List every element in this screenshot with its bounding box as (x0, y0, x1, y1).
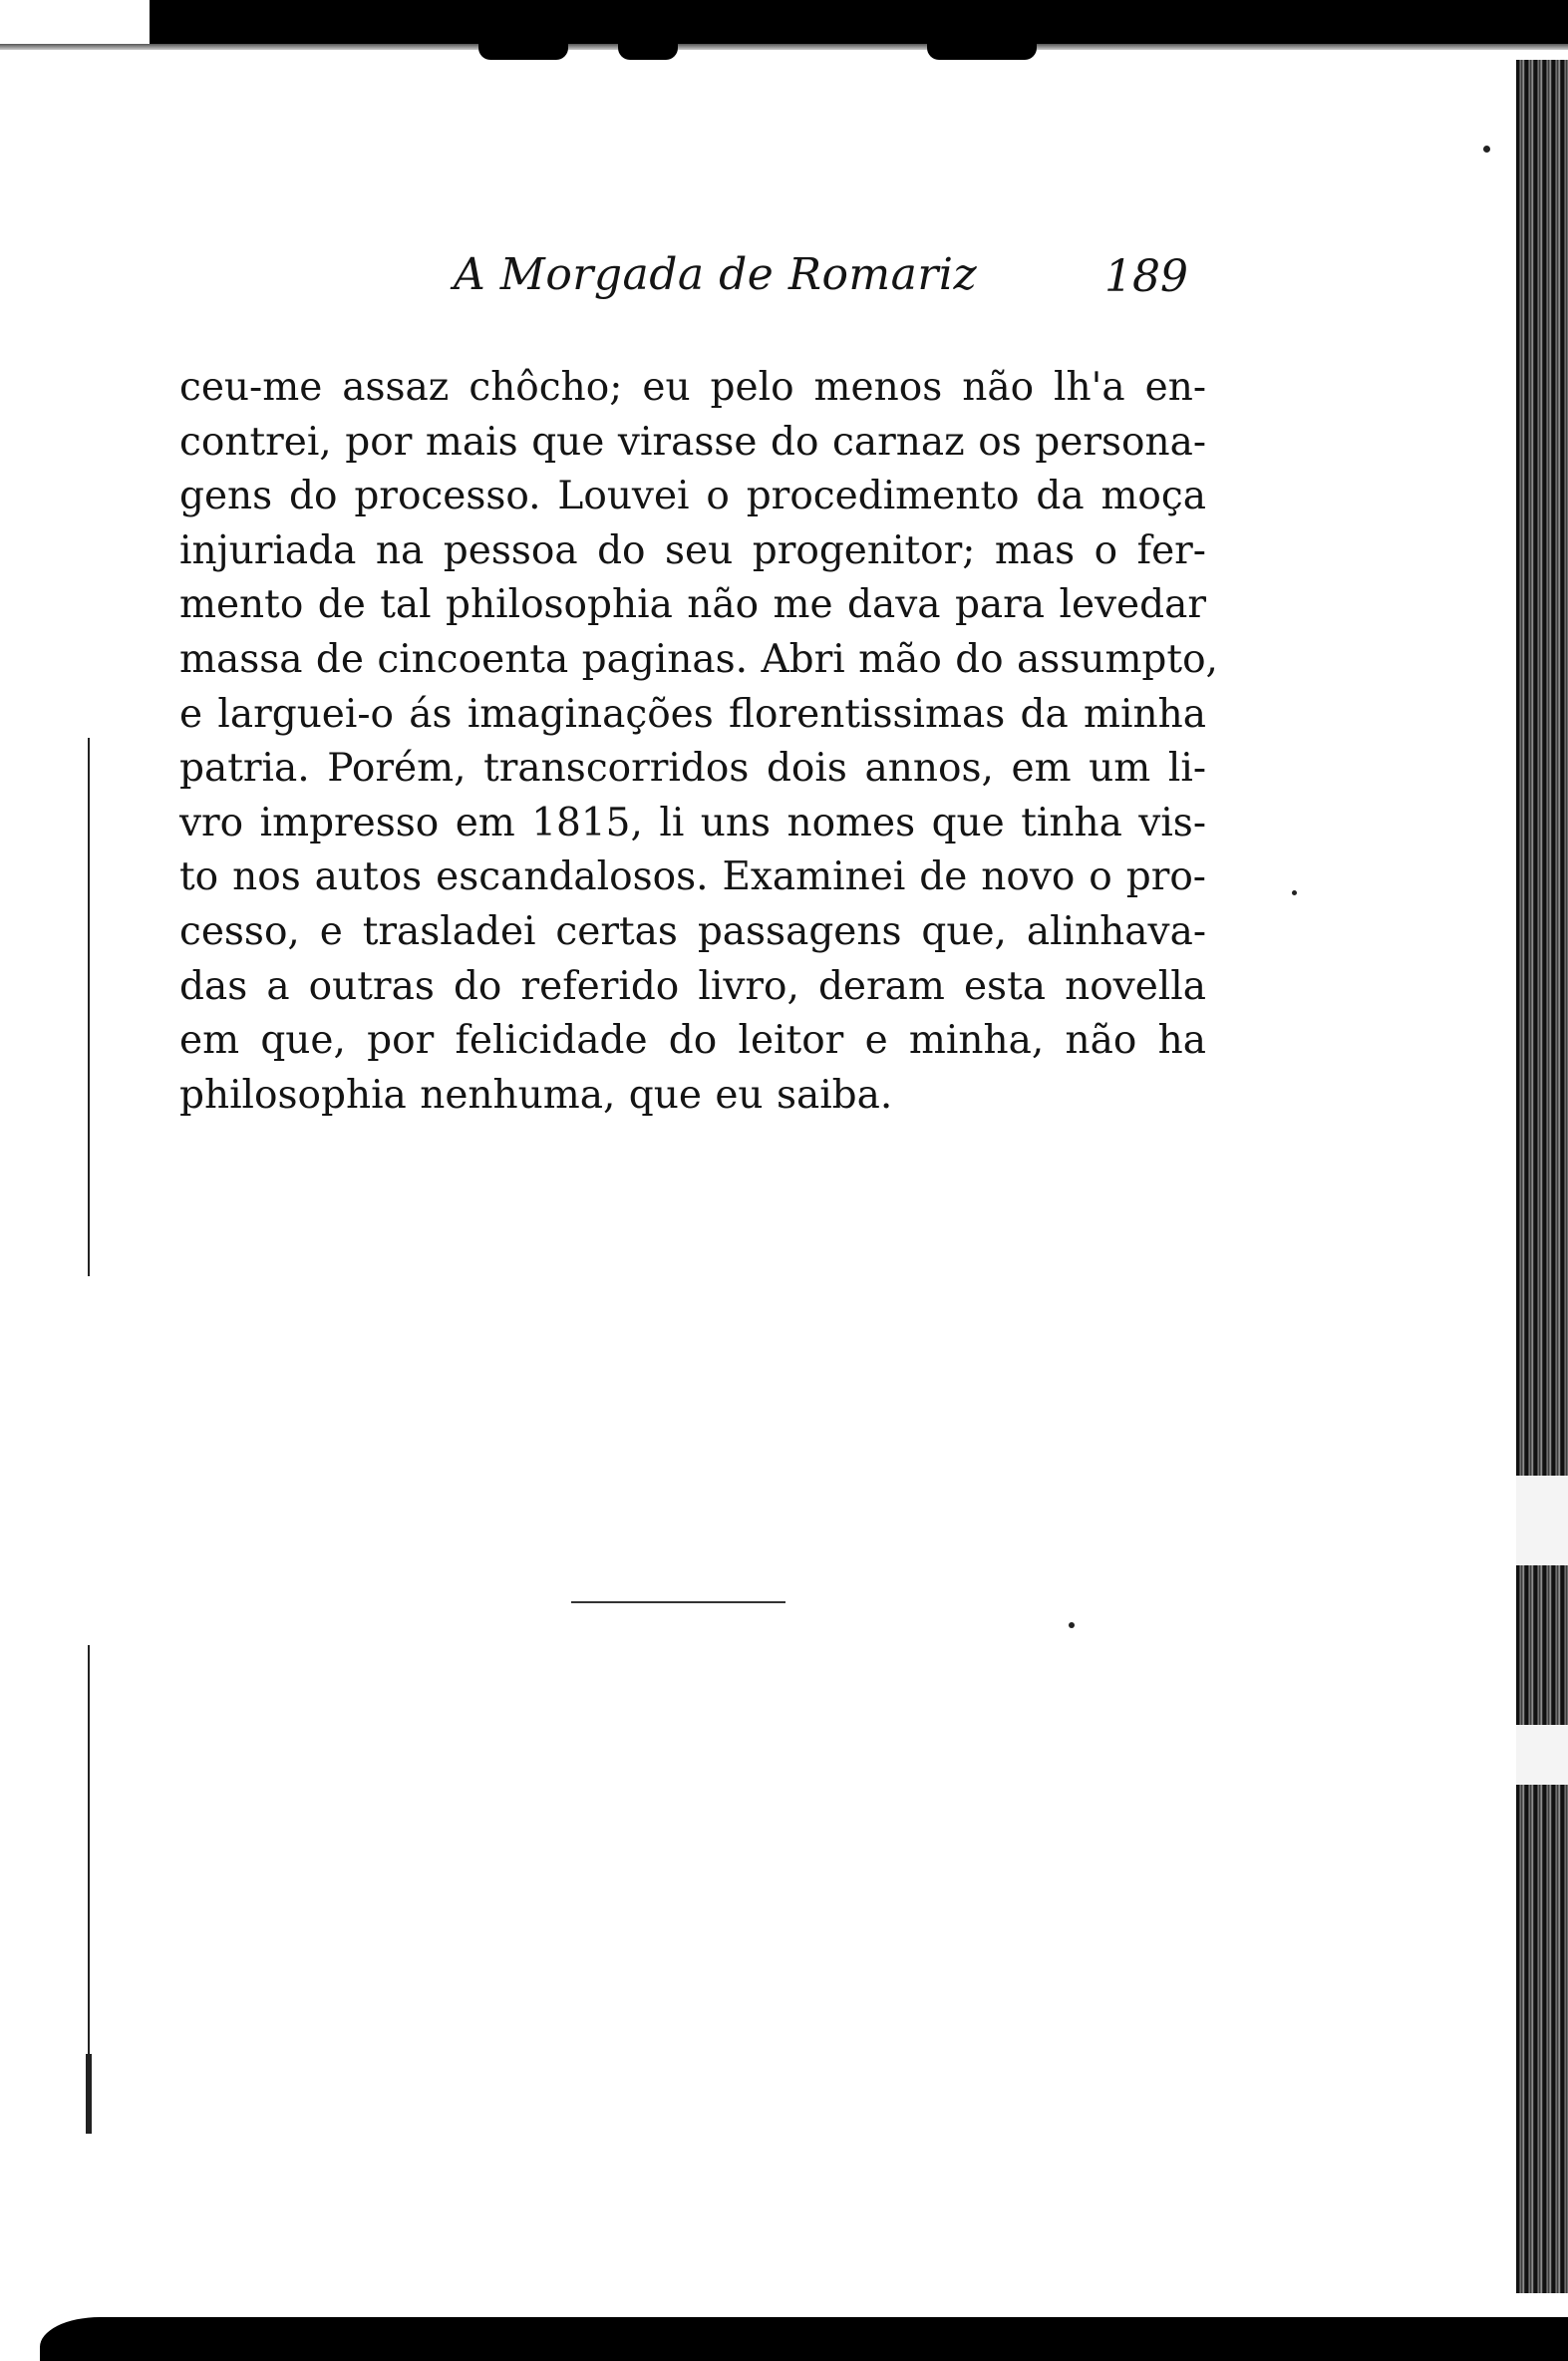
scan-top-blot (927, 34, 1037, 60)
scan-bottom-edge (40, 2317, 1568, 2361)
scan-top-shadow (0, 44, 1568, 50)
scan-top-blot (478, 34, 568, 60)
text-line: em que, por felicidade do leitor e minha, não ha (179, 1018, 1206, 1064)
scan-left-margin-line (88, 738, 90, 1276)
text-line: philosophia nenhuma, que eu saiba. (179, 1072, 893, 1118)
text-line: ceu-me assaz chôcho; eu pelo menos não lh'a en- (179, 365, 1206, 410)
text-line: e larguei-o ás imaginações florentissimas da minha (179, 691, 1206, 737)
text-line: vro impresso em 1815, li uns nomes que tinha vis- (179, 800, 1206, 845)
text-line: to nos autos escandalosos. Examinei de novo o pro- (179, 854, 1206, 900)
text-line: mento de tal philosophia não me dava para levedar (179, 582, 1206, 628)
text-line: das a outras do referido livro, deram esta novella (179, 963, 1206, 1009)
page-number: 189 (1104, 251, 1188, 302)
text-line: patria. Porém, transcorridos dois annos, em um li- (179, 746, 1206, 792)
text-line: contrei, por mais que virasse do carnaz os persona- (179, 419, 1206, 465)
scan-speck (1292, 890, 1297, 895)
scan-right-edge-gap (1516, 1476, 1568, 1565)
scan-right-edge-gap (1516, 1725, 1568, 1785)
text-line: injuriada na pessoa do seu progenitor; mas o fer- (179, 527, 1206, 573)
running-title: A Morgada de Romariz (454, 249, 978, 300)
scan-top-blot (618, 34, 678, 60)
body-paragraph (179, 361, 1218, 1123)
text-line: massa de cincoenta paginas. Abri mão do assumpto, (179, 636, 1218, 682)
scan-left-margin-blot (86, 2054, 92, 2134)
scan-speck (1483, 146, 1490, 153)
chapter-end-rule (571, 1601, 785, 1603)
scan-top-edge (150, 0, 1568, 44)
text-line: cesso, e trasladei certas passagens que, alinhava- (179, 908, 1206, 954)
scan-speck (1069, 1622, 1075, 1628)
scan-right-edge (1516, 60, 1568, 2293)
scan-left-margin-line (88, 1645, 90, 2114)
text-line: gens do processo. Louvei o procedimento da moça (179, 474, 1206, 519)
